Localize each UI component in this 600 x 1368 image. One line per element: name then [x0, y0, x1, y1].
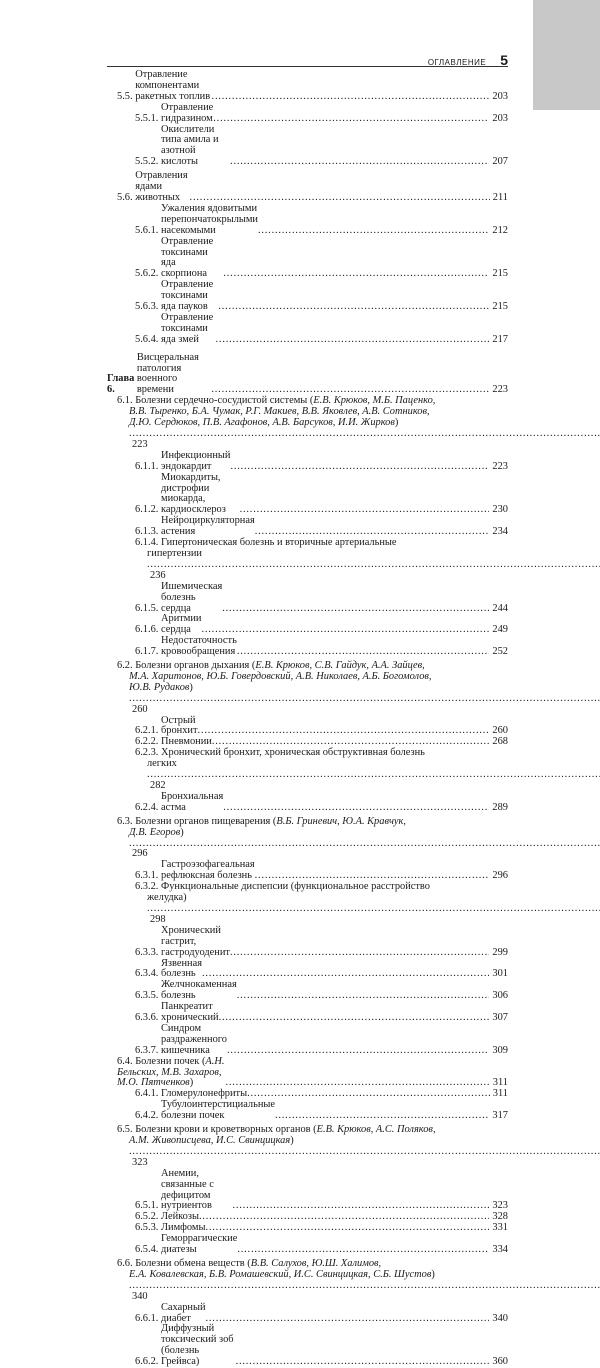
entry-title: Язвенная болезнь — [161, 957, 203, 980]
entry-page: 360 — [492, 1356, 508, 1368]
entry-number: 6.1.1. — [135, 460, 159, 472]
entry-last-line — [135, 759, 508, 792]
entry-title-continued: легких — [147, 758, 177, 770]
toc-entry-6-1-4[interactable] — [107, 538, 508, 582]
entry-number: 6.1.4. — [135, 537, 159, 549]
entry-title: Отравление токсинами яда скорпиона — [161, 235, 214, 280]
dot-leader — [237, 647, 490, 658]
entry-page: 323 — [492, 1200, 508, 1212]
entry-number: 6.3.7. — [135, 1044, 159, 1056]
dot-leader — [206, 1314, 490, 1325]
entry-title-continued: гипертензии — [147, 547, 202, 559]
dot-leader — [223, 269, 489, 280]
dot-leader — [147, 769, 600, 780]
toc-entry-6-6-1[interactable] — [107, 1303, 508, 1325]
entry-title: Синдром раздраженного кишечника — [161, 1022, 227, 1056]
entry-page: 311 — [492, 1088, 508, 1100]
entry-number: 6.1.7. — [135, 646, 159, 658]
entry-title: Лимфомы — [161, 1222, 206, 1234]
entry-page: 317 — [492, 1110, 508, 1122]
entry-number: 6.2.1. — [135, 725, 159, 737]
dot-leader — [247, 1089, 490, 1100]
toc-entry-6-1-3[interactable] — [107, 516, 508, 538]
dot-leader — [237, 1245, 489, 1256]
toc-entry-6-2-4[interactable] — [107, 792, 508, 814]
entry-page: 236 — [150, 569, 166, 581]
toc-entry-6-3-3[interactable] — [107, 926, 508, 959]
entry-title: Гастроэзофагеальная рефлюксная болезнь — [161, 859, 255, 882]
entry-title: Инфекционный эндокардит — [161, 449, 231, 472]
entry-number: 6.1.5. — [135, 602, 159, 614]
entry-number: 6.6.2. — [135, 1356, 159, 1368]
entry-page: 289 — [492, 801, 508, 813]
entry-title: Панкреатит хронический — [161, 1001, 219, 1024]
toc-entry-5-5[interactable] — [107, 70, 508, 103]
chapter-title: Висцеральная патология военного времени — [136, 351, 199, 396]
toc-entry-6-5-1[interactable] — [107, 1169, 508, 1213]
entry-page: 299 — [492, 946, 508, 958]
toc-entry-6-5-2[interactable] — [107, 1212, 508, 1223]
entry-number: 6.3. — [117, 815, 133, 827]
toc-entry-5-6-4[interactable] — [107, 313, 508, 346]
toc-entry-6-5-3[interactable] — [107, 1223, 508, 1234]
toc-entry-5-6-1[interactable] — [107, 204, 508, 237]
gray-side-tab — [533, 0, 600, 110]
entry-page: 307 — [492, 1012, 508, 1024]
entry-title: Болезни сердечно-сосудистой системы ( — [135, 395, 314, 407]
dot-leader — [275, 1111, 489, 1122]
toc-entry-6-6-2[interactable] — [107, 1324, 508, 1368]
toc-entry-6-4-2[interactable] — [107, 1100, 508, 1122]
entry-title: Отравление компонентами ракетных топлив — [135, 69, 211, 102]
toc-entry-6-2-1[interactable] — [107, 716, 508, 738]
entry-page: 296 — [132, 848, 148, 860]
dot-leader — [225, 1078, 489, 1089]
entry-number: 6.4.1. — [135, 1088, 159, 1100]
toc-entry-6-3[interactable] — [107, 817, 508, 861]
entry-page: 207 — [492, 156, 508, 168]
entry-number: 6.2.3. — [135, 747, 159, 759]
entry-number: 5.5.2. — [135, 156, 159, 168]
toc-entry-6-2-3[interactable] — [107, 748, 508, 792]
toc-entry-6-1-6[interactable] — [107, 614, 508, 636]
dot-leader — [222, 604, 489, 615]
entry-title: Желчнокаменная болезнь — [161, 979, 237, 1002]
entry-number: 6.3.6. — [135, 1012, 159, 1024]
entry-authors: В.В. Тыренко, Б.А. Чумак, Р.Г. Макиев, В.В. Яковлев, А.В. Сотников, — [129, 406, 430, 418]
entry-page: 223 — [492, 384, 508, 396]
entry-number: 5.5. — [117, 90, 133, 102]
entry-page: 331 — [492, 1222, 508, 1234]
dot-leader — [129, 838, 600, 849]
entry-page: 211 — [492, 191, 508, 203]
dot-leader — [258, 226, 489, 237]
dot-leader — [212, 92, 490, 103]
entry-title: Болезни обмена веществ ( — [135, 1257, 251, 1269]
entry-page: 301 — [492, 968, 508, 980]
entry-line — [135, 882, 508, 893]
entry-page: 328 — [492, 1211, 508, 1223]
entry-page: 298 — [150, 913, 166, 925]
toc-entry-6-5[interactable] — [107, 1125, 508, 1169]
entry-number: 6.1. — [117, 395, 133, 407]
entry-last-line — [135, 549, 508, 582]
entry-last-line — [117, 418, 508, 451]
entry-page: 244 — [492, 602, 508, 614]
entry-number: 6.6.1. — [135, 1312, 159, 1324]
entry-page: 311 — [492, 1077, 508, 1089]
dot-leader — [129, 693, 600, 704]
entry-last-line — [117, 1270, 508, 1303]
entry-page: 234 — [492, 526, 508, 538]
toc-entry-6-3-4[interactable] — [107, 959, 508, 981]
entry-number: 6.5. — [117, 1124, 133, 1136]
toc-entry-6-3-2[interactable] — [107, 882, 508, 926]
entry-title: Болезни органов пищеварения ( — [135, 815, 277, 827]
toc-entry-6-1-2[interactable] — [107, 473, 508, 517]
entry-title: Отравления ядами животных — [135, 170, 188, 203]
dot-leader — [232, 1201, 489, 1212]
entry-page: 203 — [492, 112, 508, 124]
entry-title: Функциональные диспепсии (функциональное расстройство — [161, 881, 430, 893]
entry-title: Хронический гастрит, гастродуоденит — [161, 924, 230, 958]
dot-leader — [147, 903, 600, 914]
entry-title: Отравление гидразином — [161, 101, 214, 124]
entry-number: 5.6.4. — [135, 333, 159, 345]
toc-entry-6-2[interactable] — [107, 661, 508, 716]
entry-page: 215 — [492, 268, 508, 280]
entry-title: Гломерулонефриты — [161, 1088, 248, 1100]
dot-leader — [198, 726, 490, 737]
dot-leader — [219, 1013, 490, 1024]
entry-page: 334 — [492, 1244, 508, 1256]
entry-title: Лейкозы — [161, 1211, 199, 1223]
toc-entry-6-4[interactable] — [107, 1057, 508, 1090]
entry-number: 6.2.2. — [135, 736, 159, 748]
entry-title: Окислители типа амила и азотной кислоты — [161, 123, 219, 168]
entry-number: 5.6. — [117, 191, 133, 203]
entry-page: 296 — [492, 870, 508, 882]
entry-title: Пневмонии — [161, 736, 212, 748]
toc-entry-5-6[interactable] — [107, 171, 508, 204]
toc-entry-6-1-7[interactable] — [107, 636, 508, 658]
toc-entry-5-6-3[interactable] — [107, 280, 508, 313]
toc-entry-5-6-2[interactable] — [107, 237, 508, 281]
entry-title: Ишемическая болезнь сердца — [161, 580, 223, 614]
entry-page: 223 — [492, 460, 508, 472]
entry-last-line — [117, 683, 508, 716]
entry-close: ) — [180, 826, 184, 838]
entry-number: 6.3.5. — [135, 990, 159, 1002]
entry-number: 6.3.2. — [135, 881, 159, 893]
entry-number: 6.2.4. — [135, 801, 159, 813]
entry-title: Болезни органов дыхания ( — [135, 660, 256, 672]
entry-last-line — [117, 828, 508, 861]
entry-title: Анемии, связанные с дефицитом нутриентов — [161, 1167, 214, 1212]
entry-page: 340 — [132, 1290, 148, 1302]
entry-authors: А.М. Живописцева, И.С. Свинцицкая — [129, 1135, 291, 1146]
dot-leader — [216, 335, 490, 346]
entry-close: ) — [394, 417, 399, 429]
entry-authors: Е.В. Крюков, М.Б. Паценко, — [313, 395, 436, 407]
toc-entry-6-3-1[interactable] — [107, 860, 508, 882]
entry-number: 6.1.2. — [135, 504, 159, 516]
entry-number: 6.4.2. — [135, 1110, 159, 1122]
entry-close: ) — [189, 1077, 194, 1089]
entry-number: 6.1.3. — [135, 526, 159, 538]
entry-title: Хронический бронхит, хроническая обструктивная болезнь — [161, 747, 425, 759]
entry-title: Недостаточность кровообращения — [161, 635, 237, 658]
dot-leader — [202, 625, 490, 636]
entry-last-line — [117, 1136, 508, 1169]
toc-entry-6-4-1[interactable] — [107, 1089, 508, 1100]
entry-authors: Ю.В. Рудаков — [129, 681, 190, 693]
entry-page: 282 — [150, 780, 166, 791]
entry-title: Болезни крови и кроветворных органов ( — [135, 1124, 317, 1136]
entry-page: 223 — [132, 438, 148, 450]
page-number: 5 — [500, 52, 508, 68]
dot-leader — [227, 1046, 489, 1057]
dot-leader — [237, 991, 490, 1002]
entry-title: Диффузный токсический зоб (болезнь Грейвса) — [161, 1323, 234, 1368]
entry-page: 215 — [492, 301, 508, 313]
entry-number: 6.5.1. — [135, 1200, 159, 1212]
toc-entry-6-3-5[interactable] — [107, 980, 508, 1002]
entry-page: 340 — [492, 1312, 508, 1324]
chapter-label: Глава 6. — [107, 373, 135, 396]
entry-page: 212 — [492, 224, 508, 236]
toc-entry-6-5-4[interactable] — [107, 1234, 508, 1256]
entry-number: 6.4. — [117, 1055, 133, 1067]
entry-title: Сахарный диабет — [161, 1301, 206, 1324]
entry-number: 6.5.4. — [135, 1244, 159, 1256]
entry-page: 203 — [492, 90, 508, 102]
entry-page: 249 — [492, 624, 508, 636]
entry-title: Отравление токсинами яда змей — [161, 311, 214, 345]
toc-entry-5-5-1[interactable] — [107, 103, 508, 125]
entry-title: Отравление токсинами яда пауков — [161, 279, 214, 313]
entry-number: 6.3.3. — [135, 946, 159, 958]
entry-page: 309 — [492, 1044, 508, 1056]
entry-page: 217 — [492, 333, 508, 345]
dot-leader — [129, 1280, 600, 1291]
entry-number: 5.6.2. — [135, 268, 159, 280]
entry-page: 230 — [492, 504, 508, 516]
dot-leader — [202, 969, 489, 980]
running-head-title: ОГЛАВЛЕНИЕ — [427, 58, 487, 67]
toc-entry-6-3-6[interactable] — [107, 1002, 508, 1024]
entry-page: 268 — [492, 736, 508, 748]
entry-authors: А.Н. Бельских, М.В. Захаров, М.О. Пятченков — [117, 1055, 225, 1089]
entry-title: Геморрагические диатезы — [161, 1233, 238, 1256]
entry-title: Ужаления ядовитыми перепончатокрылыми насекомыми — [161, 202, 258, 236]
entry-number: 6.5.2. — [135, 1211, 159, 1223]
entry-authors: Д.В. Егоров — [129, 826, 181, 838]
entry-page: 323 — [132, 1156, 148, 1168]
dot-leader — [230, 462, 489, 473]
entry-authors: Д.Ю. Сердюков, П.В. Агафонов, А.В. Барсуков, И.И. Жирков — [129, 417, 395, 429]
dot-leader — [199, 1212, 489, 1223]
entry-page: 260 — [132, 703, 148, 715]
toc-entry-6-1[interactable] — [107, 396, 508, 451]
entry-title: Тубулоинтерстициальные болезни почек — [161, 1099, 275, 1122]
toc-entry-6-6[interactable] — [107, 1259, 508, 1303]
dot-leader — [236, 1357, 490, 1368]
entry-number: 6.5.3. — [135, 1222, 159, 1234]
entry-close: ) — [189, 681, 193, 693]
entry-authors: Е.А. Ковалевская, Б.В. Ромашевский, И.С. Свинцицкая, С.Б. Шустов — [129, 1268, 432, 1280]
entry-title: Миокардиты, дистрофии миокарда, кардиосклероз — [161, 471, 226, 516]
dot-leader — [218, 302, 489, 313]
entry-number: 5.6.3. — [135, 301, 159, 313]
entry-page: 306 — [492, 990, 508, 1002]
dot-leader — [240, 505, 490, 516]
entry-number: 6.1.6. — [135, 624, 159, 636]
dot-leader — [223, 803, 489, 814]
entry-title: Нейроциркуляторная астения — [161, 515, 255, 538]
entry-last-line — [135, 893, 508, 926]
dot-leader — [147, 559, 600, 570]
entry-title: Бронхиальная астма — [161, 790, 224, 813]
entry-title: Острый бронхит — [161, 714, 198, 737]
table-of-contents — [107, 70, 508, 1368]
entry-authors: В.Б. Гриневич, Ю.А. Кравчук, — [276, 815, 406, 827]
toc-entry-6-1-1[interactable] — [107, 451, 508, 473]
toc-entry-5-5-2[interactable] — [107, 125, 508, 169]
entry-number: 6.3.4. — [135, 968, 159, 980]
entry-close: ) — [290, 1135, 294, 1146]
entry-page: 260 — [492, 725, 508, 737]
header-rule — [107, 66, 508, 67]
dot-leader — [129, 1146, 600, 1157]
entry-authors: Е.В. Крюков, С.В. Гайдук, А.А. Зайцев, — [255, 660, 425, 672]
entry-page: 252 — [492, 646, 508, 658]
dot-leader — [213, 114, 489, 125]
entry-title: Болезни почек ( — [135, 1055, 206, 1067]
entry-title: Аритмии сердца — [161, 613, 202, 636]
toc-entry-6-1-5[interactable] — [107, 582, 508, 615]
dot-leader — [230, 948, 489, 959]
entry-number: 5.6.1. — [135, 224, 159, 236]
toc-entry-6-3-7[interactable] — [107, 1024, 508, 1057]
dot-leader — [205, 1223, 489, 1234]
entry-close: ) — [431, 1268, 435, 1280]
entry-number: 5.5.1. — [135, 112, 159, 124]
dot-leader — [230, 157, 489, 168]
entry-title-continued: желудка) — [147, 892, 187, 904]
entry-title: Гипертоническая болезнь и вторичные артериальные — [161, 537, 397, 549]
entry-authors: Е.В. Крюков, А.С. Поляков, — [316, 1124, 436, 1136]
entry-authors: В.В. Салухов, Ю.Ш. Халимов, — [250, 1257, 382, 1269]
entry-authors: М.А. Харитонов, Ю.Б. Говердовский, А.В. Николаев, А.Б. Богомолов, — [129, 670, 432, 682]
dot-leader — [129, 428, 600, 439]
entry-number: 6.3.1. — [135, 870, 159, 882]
entry-number: 6.6. — [117, 1257, 133, 1269]
entry-number: 6.2. — [117, 660, 133, 672]
toc-chapter-6[interactable] — [107, 353, 508, 397]
